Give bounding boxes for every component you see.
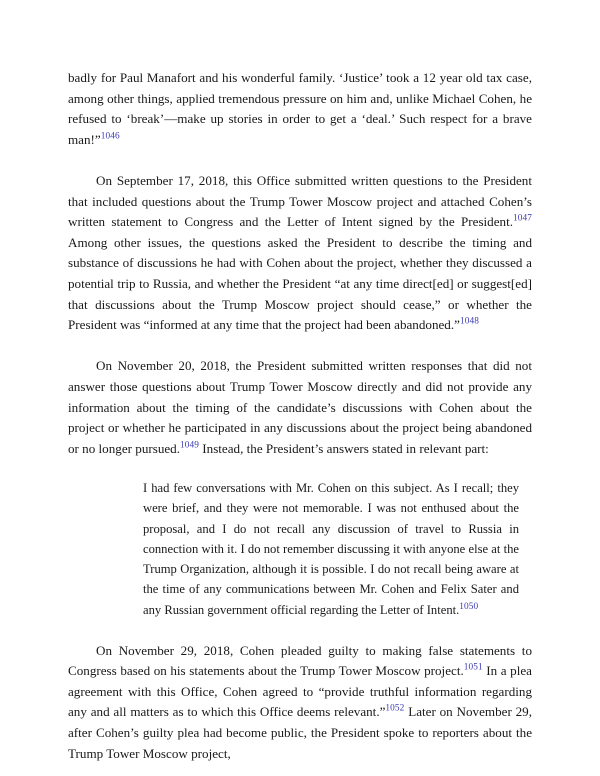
paragraph-4-segment-3: Later on November 29, after Cohen’s guilty plea had become public, the President spoke to reporters about the Trump Tower Moscow project, <box>68 704 532 761</box>
paragraph-4-segment-2: In a plea agreement with this Office, Cohen agreed to “provide truthful information regarding any and all matters as to which this Office deems relevant.” <box>68 663 532 720</box>
footnote-ref-1051[interactable]: 1051 <box>463 662 483 673</box>
paragraph-spacer <box>68 336 532 357</box>
blockquote-spacer-top <box>68 459 532 478</box>
paragraph-continuation <box>68 68 532 150</box>
footnote-ref-1047[interactable]: 1047 <box>513 213 532 224</box>
paragraph-4-segment-1: On November 29, 2018, Cohen pleaded guilty to making false statements to Congress based on his statements about the Trump Tower Moscow project. <box>68 642 532 679</box>
paragraph-november-29-2018 <box>68 641 532 765</box>
footnote-ref-1049[interactable]: 1049 <box>180 440 200 451</box>
footnote-ref-1046[interactable]: 1046 <box>100 131 120 142</box>
paragraph-november-20-2018 <box>68 356 532 459</box>
footnote-ref-1052[interactable]: 1052 <box>385 704 405 715</box>
footnote-ref-1050[interactable]: 1050 <box>459 601 479 612</box>
body-column <box>68 68 532 764</box>
paragraph-3-segment-1: On November 20, 2018, the President submitted written responses that did not answer those questions about Trump Tower Moscow directly and did not provide any information about the timing of the candidate’s discussions with Cohen about the project or whether he participated in any discussions about the project being abandoned or no longer pursued. <box>68 358 532 456</box>
paragraph-2-segment-2: Among other issues, the questions asked the President to describe the timing and substance of discussions he had with Cohen about the project, whether they discussed a potential trip to Russia, and whether the President “at any time direct[ed] or suggest[ed] that discussions about the Trump Moscow project should cease,” or whether the President was “informed at any time that the project had been abandoned.” <box>68 234 532 333</box>
paragraph-3-segment-2: Instead, the President’s answers stated in relevant part: <box>199 440 489 456</box>
blockquote-spacer-bottom <box>68 620 532 641</box>
paragraph-2-segment-1: On September 17, 2018, this Office submitted written questions to the President that included questions about the Trump Tower Moscow project and attached Cohen’s written statement to Congress and the Letter of Intent signed by the President. <box>68 172 532 230</box>
blockquote-text: I had few conversations with Mr. Cohen on this subject. As I recall; they were brief, and they were not memorable. I was not enthused about the proposal, and I do not recall any discussion of travel to Russia in connection with it. I do not remember discussing it with anyone else at the Trump Organization, although it is possible. I do not recall being aware at the time of any communications between Mr. Cohen and Felix Sater and any Russian government official regarding the Letter of Intent. <box>143 481 519 617</box>
paragraph-1-text: badly for Paul Manafort and his wonderful family. ‘Justice’ took a 12 year old tax case, among other things, applied tremendous pressure on him and, unlike Michael Cohen, he refused to ‘break’—make up stories in order to get a ‘deal.’ Such respect for a brave man!” <box>68 70 532 147</box>
paragraph-september-2018 <box>68 171 532 336</box>
presidents-written-answer-quote <box>143 478 519 619</box>
paragraph-spacer <box>68 150 532 171</box>
footnote-ref-1048[interactable]: 1048 <box>459 316 479 327</box>
